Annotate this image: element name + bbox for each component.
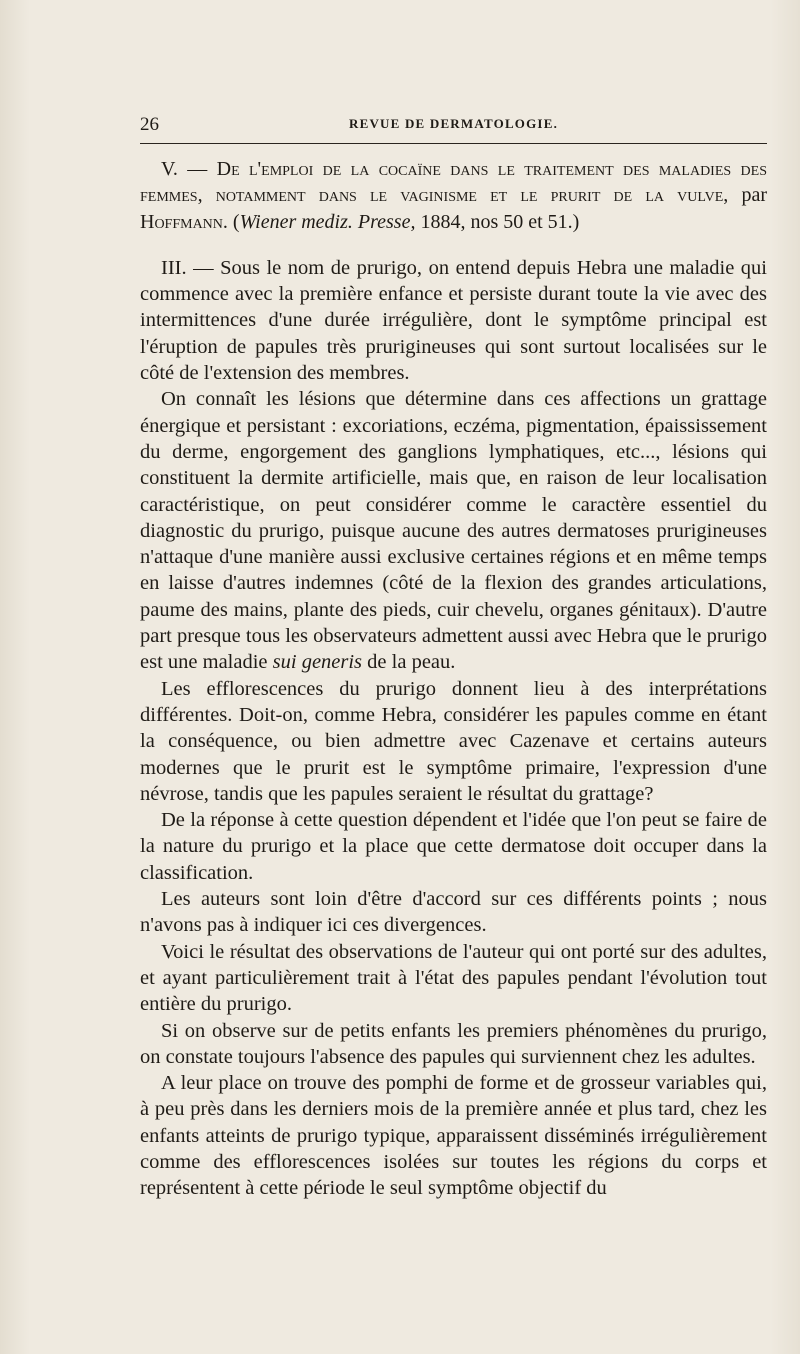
page-number: 26 — [140, 114, 159, 135]
article-source-open: ( — [232, 210, 240, 233]
paragraph: A leur place on trouve des pomphi de forme et de grosseur variables qui, à peu près dans les derniers mois de la première année et plus tard, chez les enfants atteints de prurigo typique, apparaissent disséminés irrégulièrement comme des efflorescences isolées sur toutes les régions du corps et représentent à cette période le seul symptôme objectif du — [140, 1072, 767, 1200]
paragraph-text: de la peau. — [367, 651, 456, 674]
paragraph: Voici le résultat des observations de l'auteur qui ont porté sur des adultes, et ayant particulièrement trait à l'état des papules pendant l'évolution tout entière du prurigo. — [140, 940, 767, 1016]
page-body — [140, 156, 767, 1202]
paragraph: Les auteurs sont loin d'être d'accord sur ces différents points ; nous n'avons pas à indiquer ici ces divergences. — [140, 888, 767, 937]
paragraph: Les efflorescences du prurigo donnent lieu à des interprétations différentes. Doit-on, comme Hebra, considérer les papules comme en étant la conséquence, ou bien admettre avec Cazenave et certains auteurs modernes que le prurit est le symptôme primaire, l'expression d'une névrose, tandis que les papules seraient le résultat du grattage? — [140, 677, 767, 805]
paragraph — [140, 386, 767, 675]
paragraph: Si on observe sur de petits enfants les premiers phénomènes du prurigo, on constate toujours l'absence des papules qui surviennent chez les adultes. — [140, 1019, 767, 1068]
paragraph-italic: sui generis — [272, 651, 363, 674]
article-by: par — [741, 184, 768, 207]
header-rule — [140, 143, 767, 144]
article-heading — [140, 156, 767, 235]
paragraph: III. — Sous le nom de prurigo, on entend depuis Hebra une maladie qui commence avec la première enfance et persiste durant toute la vie avec des intermittences d'une durée irrégulière, dont le symptôme principal est l'éruption de papules très prurigineuses qui sont surtout localisées sur le côté de l'extension des membres. — [140, 256, 767, 385]
article-author: Hoffmann. — [140, 210, 228, 233]
article-paragraphs — [140, 255, 767, 1202]
paragraph-text: On connaît les lésions que détermine dans ces affections un grattage énergique et persistant : excoriations, eczéma, pigmentation, épaississement du derme, engorgement des ganglions lymphatiques, etc..., lésions qui constituent la dermite artificielle, mais que, en raison de leur localisation caractéristique, on peut considérer comme le caractère essentiel du diagnostic du prurigo, puisque aucune des autres dermatoses prurigineuses n'attaque d'une manière aussi exclusive certaines régions et en même temps en laisse d'autres indemnes (côté de la flexion des grandes articulations, paume des mains, plante des pieds, cuir chevelu, organes génitaux). D'autre part presque tous les observateurs admettent aussi avec Hebra que le prurigo est une maladie — [140, 388, 767, 674]
article-source-journal: Wiener mediz. Presse, — [239, 210, 416, 233]
running-title: REVUE DE DERMATOLOGIE. — [348, 116, 559, 131]
article-source-rest: 1884, nos 50 et 51.) — [420, 210, 580, 233]
article-title: De l'emploi de la cocaïne dans le traitement des maladies des femmes, notamment dans le vaginisme et le prurit de la vulve, — [140, 158, 768, 207]
paragraph: De la réponse à cette question dépendent et l'idée que l'on peut se faire de la nature du prurigo et la place que cette dermatose doit occuper dans la classification. — [140, 809, 767, 884]
page-header — [140, 114, 767, 136]
article-number: V. — — [161, 158, 208, 180]
